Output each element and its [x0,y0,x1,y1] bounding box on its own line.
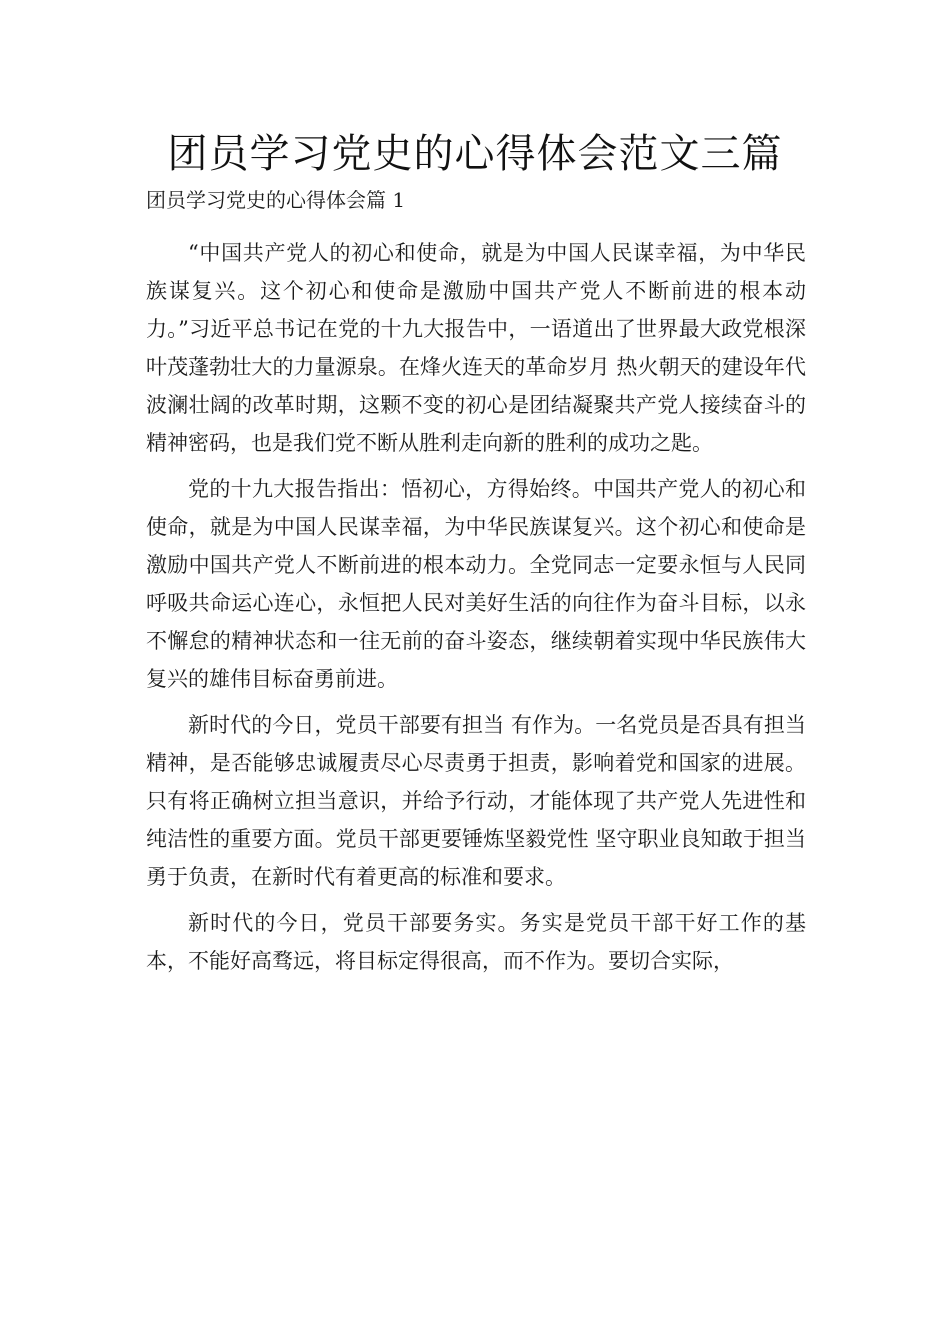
document-body [146,234,806,988]
paragraph-1: “中国共产党人的初心和使命，就是为中国人民谋幸福，为中华民族谋复兴。这个初心和使命是激励中国共产党人不断前进的根本动力。”习近平总书记在党的十九大报告中，一语道出了世界最大政党根深叶茂蓬勃壮大的力量源泉。在烽火连天的革命岁月 热火朝天的建设年代波澜壮阔的改革时期，这颗不变的初心是团结凝聚共产党人接续奋斗的精神密码，也是我们党不断从胜利走向新的胜利的成功之匙。 [146,241,806,455]
document-title: 团员学习党史的心得体会范文三篇 [167,131,783,177]
paragraph-2: 党的十九大报告指出：悟初心，方得始终。中国共产党人的初心和使命，就是为中国人民谋幸福，为中华民族谋复兴。这个初心和使命是激励中国共产党人不断前进的根本动力。全党同志一定要永恒与人民同呼吸共命运心连心，永恒把人民对美好生活的向往作为奋斗目标，以永不懈怠的精神状态和一往无前的奋斗姿态，继续朝着实现中华民族伟大复兴的雄伟目标奋勇前进。 [146,477,806,691]
paragraph-4: 新时代的今日，党员干部要务实。务实是党员干部干好工作的基本，不能好高骛远，将目标定得很高，而不作为。要切合实际， [146,911,806,973]
section-heading: 团员学习党史的心得体会篇 1 [146,188,406,212]
paragraph-3: 新时代的今日，党员干部要有担当 有作为。一名党员是否具有担当精神，是否能够忠诚履责尽心尽责勇于担责，影响着党和国家的进展。只有将正确树立担当意识，并给予行动，才能体现了共产党人先进性和纯洁性的重要方面。党员干部更要锤炼坚毅党性 坚守职业良知敢于担当勇于负责，在新时代有着更高的标准和要求。 [146,713,806,889]
